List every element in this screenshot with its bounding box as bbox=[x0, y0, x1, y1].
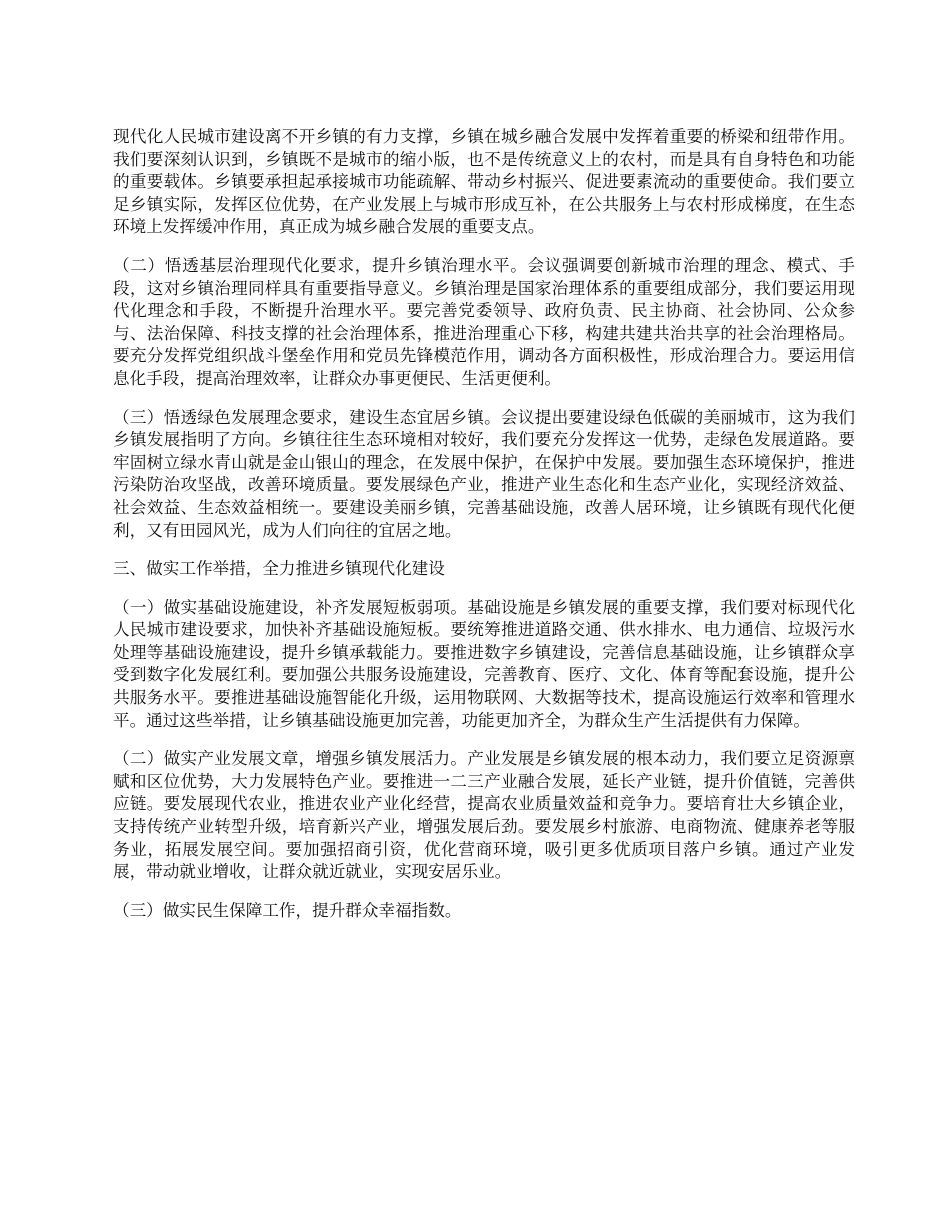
paragraph-industry: （二）做实产业发展文章，增强乡镇发展活力。产业发展是乡镇发展的根本动力，我们要立足资源禀赋和区位优势，大力发展特色产业。要推进一二三产业融合发展，延长产业链，提升价值链，完善供应链。要发展现代农业，推进农业产业化经营，提高农业质量效益和竞争力。要培育壮大乡镇企业，支持传统产业转型升级，培育新兴产业，增强发展后劲。要发展乡村旅游、电商物流、健康养老等服务业，拓展发展空间。要加强招商引资，优化营商环境，吸引更多优质项目落户乡镇。通过产业发展，带动就业增收，让群众就近就业，实现安居乐业。 bbox=[113, 749, 855, 882]
paragraph-green-development: （三）悟透绿色发展理念要求，建设生态宜居乡镇。会议提出要建设绿色低碳的美丽城市，这为我们乡镇发展指明了方向。乡镇往往生态环境相对较好，我们要充分发挥这一优势，走绿色发展道路。要牢固树立绿水青山就是金山银山的理念，在发展中保护，在保护中发展。要加强生态环境保护，推进污染防治攻坚战，改善环境质量。要发展绿色产业，推进产业生态化和生态产业化，实现经济效益、社会效益、生态效益相统一。要建设美丽乡镇，完善基础设施，改善人居环境，让乡镇既有现代化便利，又有田园风光，成为人们向往的宜居之地。 bbox=[113, 407, 855, 540]
section-heading-three: 三、做实工作举措，全力推进乡镇现代化建设 bbox=[113, 559, 445, 579]
paragraph-town-role: 现代化人民城市建设离不开乡镇的有力支撑，乡镇在城乡融合发展中发挥着重要的桥梁和纽带作用。我们要深刻认识到，乡镇既不是城市的缩小版，也不是传统意义上的农村，而是具有自身特色和功能的重要载体。乡镇要承担起承接城市功能疏解、带动乡村振兴、促进要素流动的重要使命。我们要立足乡镇实际，发挥区位优势，在产业发展上与城市形成互补，在公共服务上与农村形成梯度，在生态环境上发挥缓冲作用，真正成为城乡融合发展的重要支点。 bbox=[113, 127, 855, 237]
document-body bbox=[113, 126, 855, 938]
paragraph-governance: （二）悟透基层治理现代化要求，提升乡镇治理水平。会议强调要创新城市治理的理念、模式、手段，这对乡镇治理同样具有重要指导意义。乡镇治理是国家治理体系的重要组成部分，我们要运用现代化理念和手段，不断提升治理水平。要完善党委领导、政府负责、民主协商、社会协同、公众参与、法治保障、科技支撑的社会治理体系，推进治理重心下移，构建共建共治共享的社会治理格局。要充分发挥党组织战斗堡垒作用和党员先锋模范作用，调动各方面积极性，形成治理合力。要运用信息化手段，提高治理效率，让群众办事更便民、生活更便利。 bbox=[113, 255, 855, 388]
paragraph-infrastructure: （一）做实基础设施建设，补齐发展短板弱项。基础设施是乡镇发展的重要支撑，我们要对标现代化人民城市建设要求，加快补齐基础设施短板。要统筹推进道路交通、供水排水、电力通信、垃圾污水处理等基础设施建设，提升乡镇承载能力。要推进数字乡镇建设，完善信息基础设施，让乡镇群众享受到数字化发展红利。要加强公共服务设施建设，完善教育、医疗、文化、体育等配套设施，提升公共服务水平。要推进基础设施智能化升级，运用物联网、大数据等技术，提高设施运行效率和管理水平。通过这些举措，让乡镇基础设施更加完善，功能更加齐全，为群众生产生活提供有力保障。 bbox=[113, 597, 855, 730]
paragraph-livelihood: （三）做实民生保障工作，提升群众幸福指数。 bbox=[113, 900, 462, 920]
